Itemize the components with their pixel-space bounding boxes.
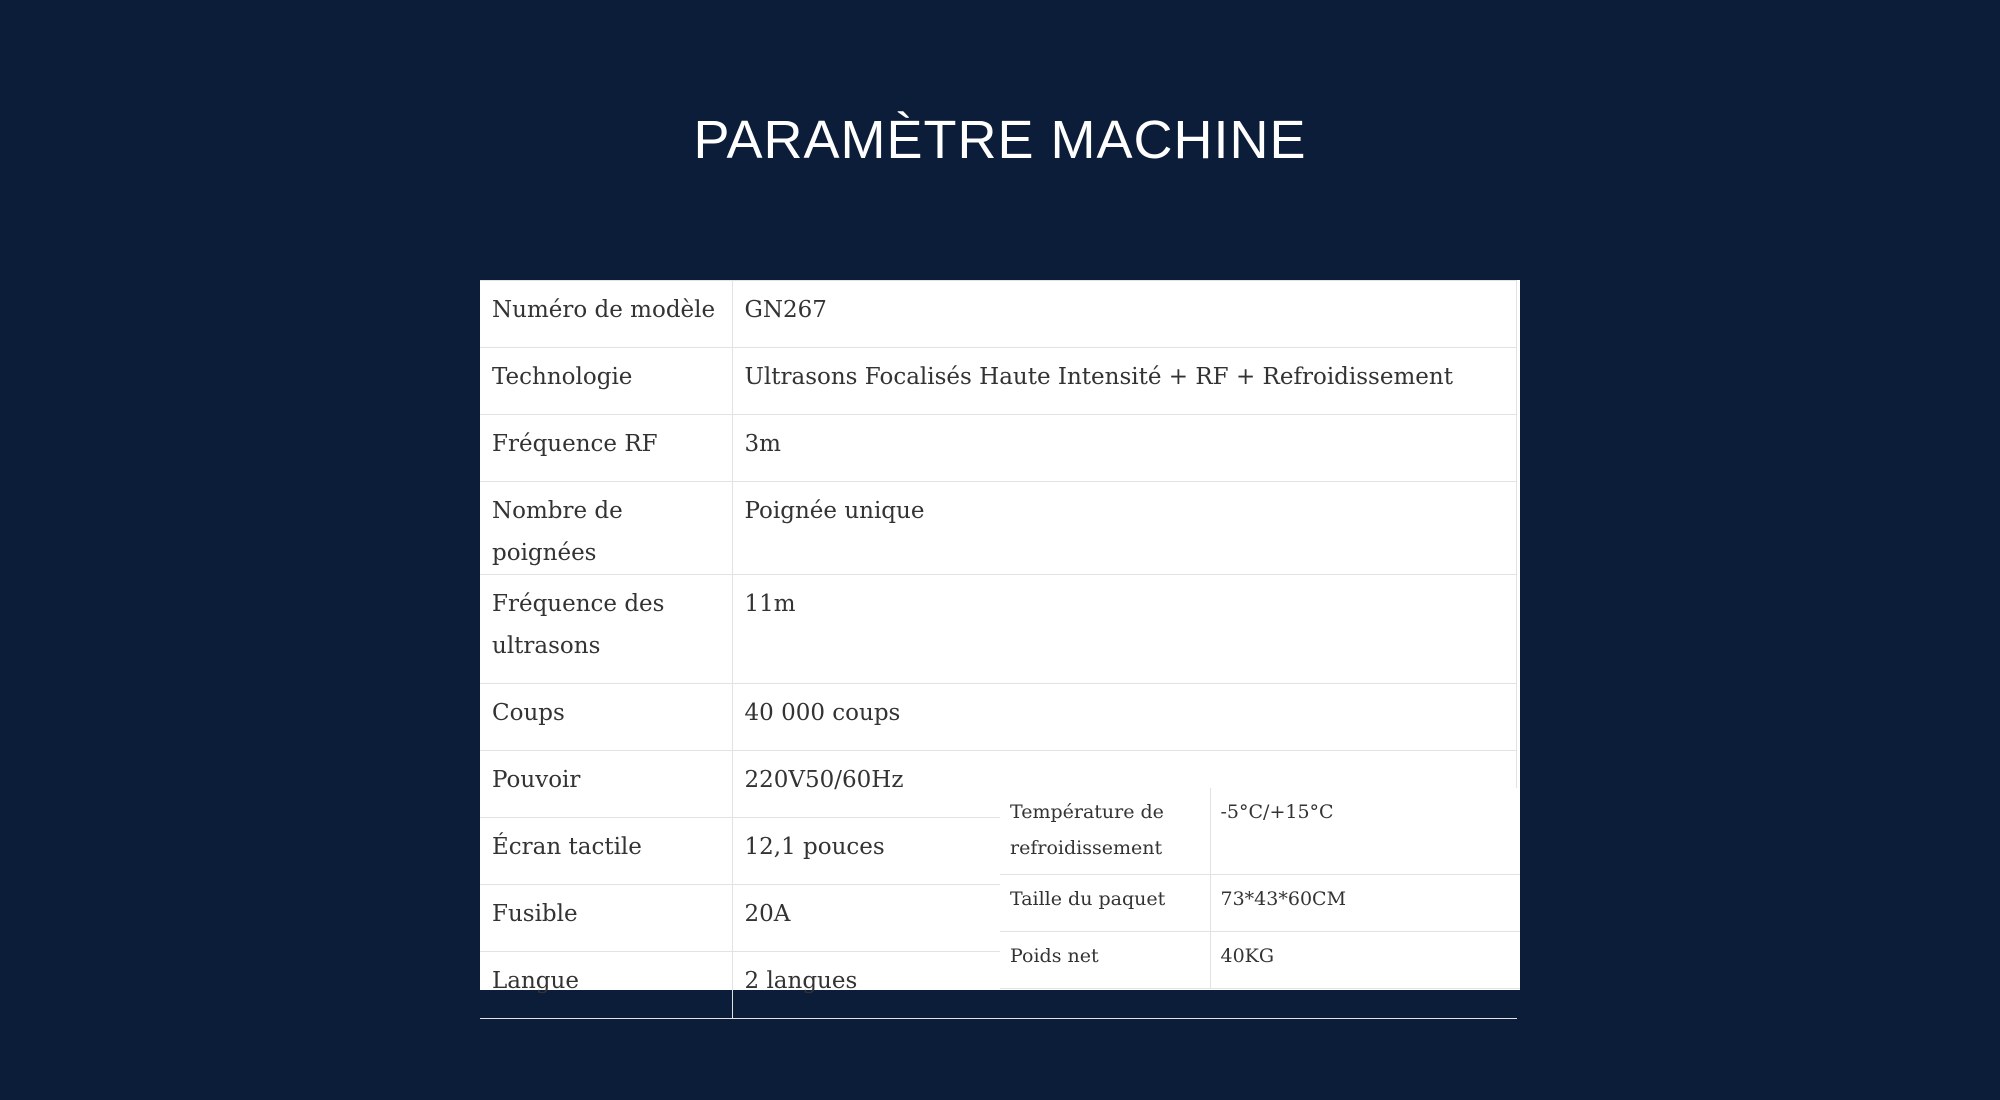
spec-label: Technologie: [480, 348, 732, 415]
spec-value: 220V50/60Hz: [732, 751, 1517, 818]
table-row: [1000, 788, 1520, 874]
spec-label: Langue: [480, 952, 732, 1019]
spec-value: 3m: [732, 415, 1517, 482]
spec-label: Fréquence des ultrasons: [480, 575, 732, 684]
table-row: [1000, 931, 1520, 988]
spec-value: 12,1 pouces: [732, 818, 1517, 885]
extra-spec-value: -5°C/+15°C: [1210, 788, 1520, 874]
spec-value: 40 000 coups: [732, 684, 1517, 751]
spec-value: 2 langues: [732, 952, 1517, 1019]
spec-label: Numéro de modèle: [480, 281, 732, 348]
spec-label: Pouvoir: [480, 751, 732, 818]
extra-spec-table: [1000, 788, 1520, 989]
spec-panel: [480, 280, 1520, 994]
spec-value: Poignée unique: [732, 482, 1517, 575]
table-row: [480, 684, 1517, 751]
extra-spec-value: 40KG: [1210, 931, 1520, 988]
extra-spec-value: 73*43*60CM: [1210, 874, 1520, 931]
spec-label: Fréquence RF: [480, 415, 732, 482]
table-row: [1000, 874, 1520, 931]
extra-spec-label: Température de refroidissement: [1000, 788, 1210, 874]
page-title: PARAMÈTRE MACHINE: [693, 110, 1307, 170]
spec-label: Nombre de poignées: [480, 482, 732, 575]
extra-spec-label: Poids net: [1000, 931, 1210, 988]
spec-label: Coups: [480, 684, 732, 751]
table-row: [480, 482, 1517, 575]
spec-value: 20A: [732, 885, 1517, 952]
spec-value: Ultrasons Focalisés Haute Intensité + RF + Refroidissement: [732, 348, 1517, 415]
extra-spec-label: Taille du paquet: [1000, 874, 1210, 931]
spec-value: GN267: [732, 281, 1517, 348]
table-row: [480, 415, 1517, 482]
table-row: [480, 281, 1517, 348]
spec-value: 11m: [732, 575, 1517, 684]
spec-label: Écran tactile: [480, 818, 732, 885]
table-row: [480, 575, 1517, 684]
table-row: [480, 348, 1517, 415]
spec-label: Fusible: [480, 885, 732, 952]
